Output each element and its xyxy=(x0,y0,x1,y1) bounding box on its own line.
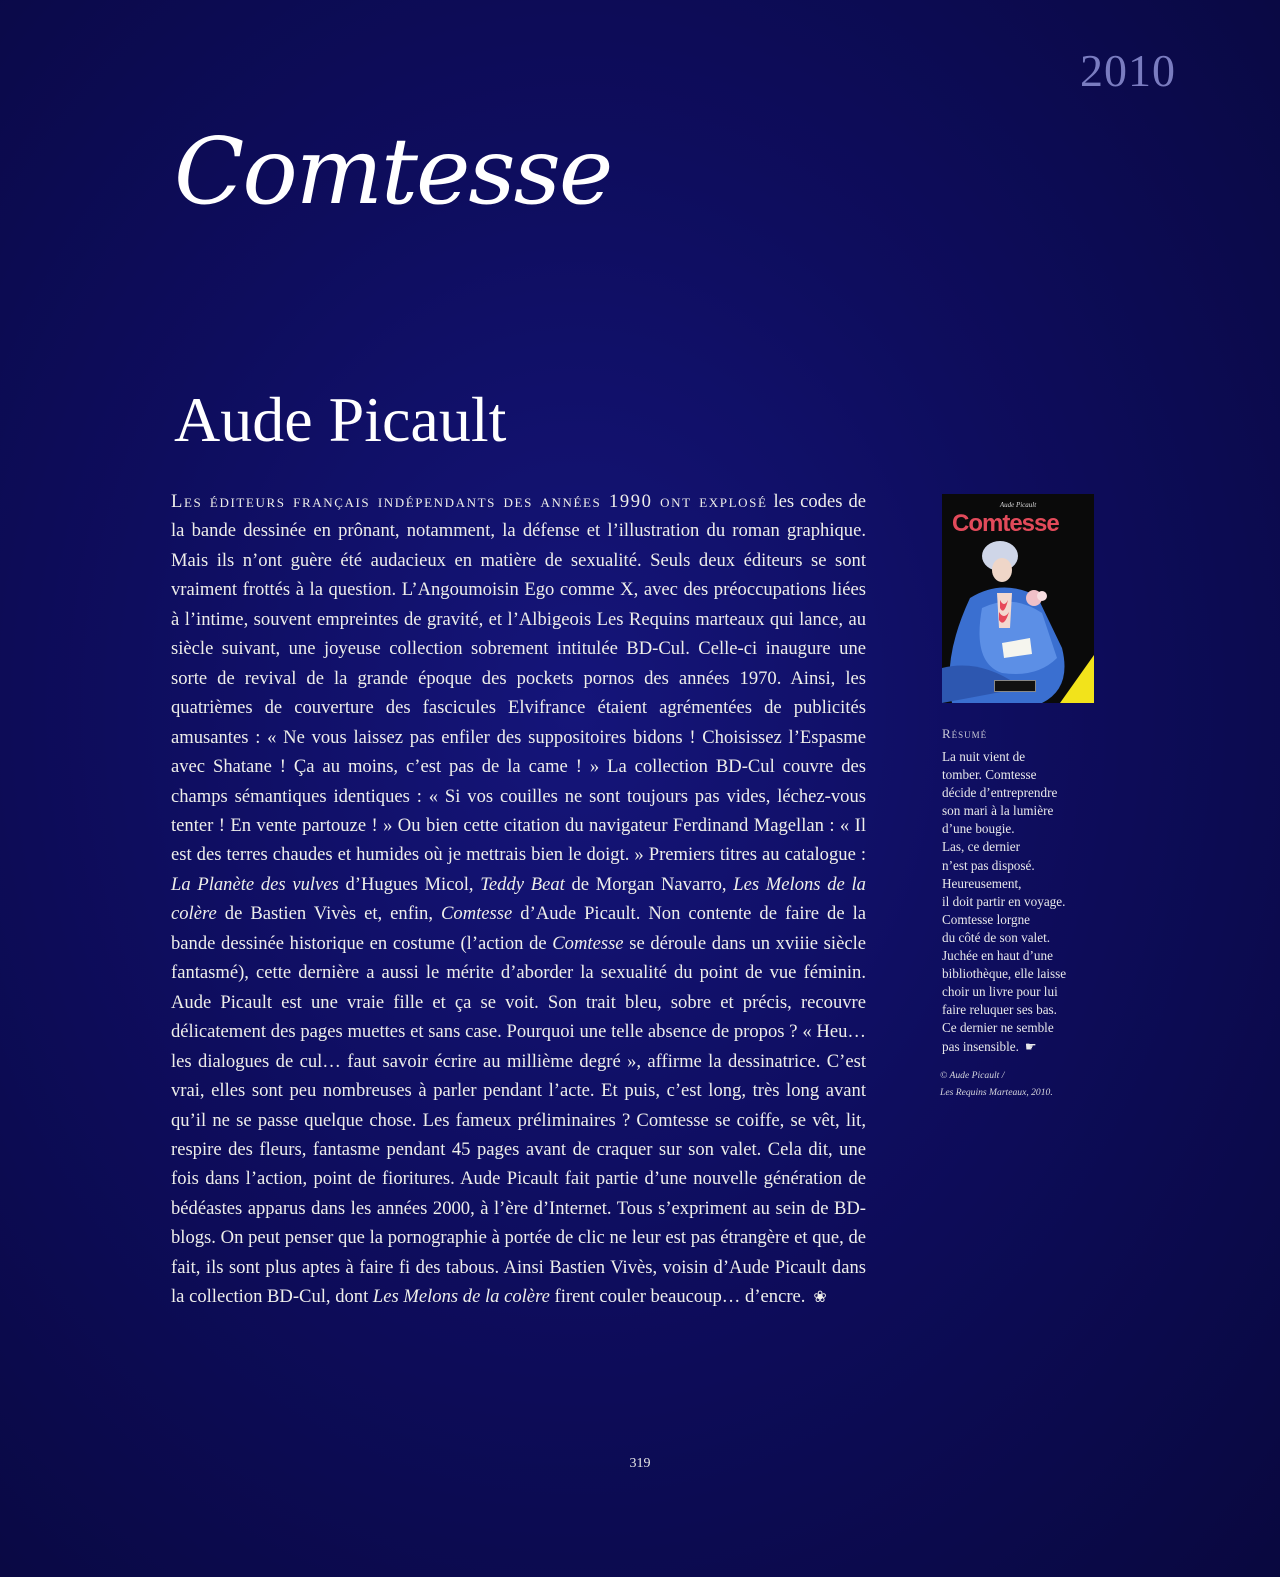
book-title: Les Melons de la colère xyxy=(372,1286,550,1308)
credit-line: © Aude Picault / xyxy=(940,1070,1005,1081)
resume-line: Heureusement, xyxy=(942,875,1022,891)
article-body xyxy=(171,487,866,1313)
article-author: Aude Picault xyxy=(174,384,507,455)
body-text-segment: d’Aude Picault. Non contente de faire de la bande dessinée historique en costume (l’action de xyxy=(171,903,866,954)
image-credit xyxy=(940,1067,1110,1101)
resume-line: son mari à la lumière xyxy=(942,803,1054,819)
resume-line: du côté de son valet. xyxy=(942,929,1051,945)
resume-line: Las, ce dernier xyxy=(942,839,1020,855)
flower-ornament-icon: ❀ xyxy=(813,1289,827,1307)
book-title: La Planète des vulves xyxy=(171,873,339,895)
book-cover-image xyxy=(942,494,1094,703)
resume-line: faire reluquer ses bas. xyxy=(942,1002,1057,1018)
year-heading: 2010 xyxy=(1080,45,1176,96)
page-number: 319 xyxy=(629,1456,651,1471)
body-text-segment: se déroule dans un xviiie siècle fantasmé), cette dernière a aussi le mérite d’aborder la sexualité du point de vue féminin. Aude Picault est une vraie fille et ça se voit. Son trait bleu, sobre et précis, recouvre délicatement des pages muettes et sans case. Pourquoi une telle absence de propos ? « Heu… les dialogues de cul… faut savoir écrire au millième degré », affirme la dessinatrice. C’est vrai, elles sont peu nombreuses à parler pendant l’acte. Et puis, c’est long, très long avant qu’il ne se passe quelque chose. Les fameux préliminaires ? Comtesse se coiffe, se vêt, lit, respire des fleurs, fantasme pendant 45 pages avant de craquer sur son valet. Cela dit, une fois dans l’action, point de fioritures. Aude Picault fait partie d’une nouvelle génération de bédéastes apparus dans les années 2000, à l’ère d’Internet. Tous s’expriment au sein de BD-blogs. On peut penser que la pornographie à portée de clic ne leur est pas étrangère et que, de fait, ils sont plus aptes à faire fi des tabous. Ainsi Bastien Vivès, voisin d’Aude Picault dans la collection BD-Cul, dont xyxy=(171,932,866,1308)
resume-line: choir un livre pour lui xyxy=(942,984,1058,1000)
body-text-segment: firent couler beaucoup… d’encre. xyxy=(549,1286,806,1308)
cover-author: Aude Picault xyxy=(999,501,1037,509)
cover-corner-badge xyxy=(1060,655,1094,703)
book-title: Teddy Beat xyxy=(480,873,565,895)
body-paragraph xyxy=(171,487,866,1313)
resume-line: d’une bougie. xyxy=(942,821,1015,837)
resume-text xyxy=(942,748,1102,1056)
body-text-segment: de Bastien Vivès et, enfin, xyxy=(216,903,442,925)
cover-title: Comtesse xyxy=(952,510,1059,537)
resume-line-text: pas insensible. xyxy=(942,1038,1019,1054)
resume-line: Ce dernier ne semble xyxy=(942,1020,1054,1036)
article-title: Comtesse xyxy=(174,118,612,225)
resume-line: bibliothèque, elle laisse xyxy=(942,966,1067,982)
resume-line: Comtesse lorgne xyxy=(942,911,1031,927)
resume-line: Juchée en haut d’une xyxy=(942,948,1053,964)
pointing-hand-icon: ☛ xyxy=(1024,1038,1037,1054)
credit-line: Les Requins Marteaux, 2010. xyxy=(940,1087,1053,1098)
resume-line: décide d’entreprendre xyxy=(942,785,1058,801)
body-text-segment: de Morgan Navarro, xyxy=(564,873,734,895)
publisher-logo xyxy=(994,680,1036,692)
book-title: Comtesse xyxy=(441,903,513,925)
resume-line: La nuit vient de xyxy=(942,749,1026,764)
resume-line: tomber. Comtesse xyxy=(942,767,1037,783)
resume-line: n’est pas disposé. xyxy=(942,857,1035,873)
resume-line: il doit partir en voyage. xyxy=(942,893,1066,909)
body-text-segment: d’Hugues Micol, xyxy=(338,873,481,895)
book-title: Les Melons de la colère xyxy=(171,873,866,925)
body-lead: Les éditeurs français indépendants des années 1990 ont explosé xyxy=(171,491,768,512)
book-title: Comtesse xyxy=(552,932,624,954)
resume-line xyxy=(942,1038,1102,1056)
body-text-segment: les codes de la bande dessinée en prônant, notamment, la défense et l’illustration du roman graphique. Mais ils n’ont guère été audacieux en matière de sexualité. Seuls deux éditeurs se sont vraiment frottés à la question. L’Angoumoisin Ego comme X, avec des préoccupations liées à l’intime, souvent empreintes de gravité, et l’Albigeois Les Requins marteaux qui lance, au siècle suivant, une joyeuse collection sobrement intitulée BD-Cul. Celle-ci inaugure une sorte de revival de la grande époque des pockets pornos des années 1970. Ainsi, les quatrièmes de couverture des fascicules Elvifrance étaient agrémentées de publicités amusantes : « Ne vous laissez pas enfiler des suppositoires bidons ! Choisissez l’Espasme avec Shatane ! Ça au moins, c’est pas de la came ! » La collection BD-Cul couvre des champs sémantiques identiques : « Si vos couilles ne sont toujours pas vides, léchez-vous tenter ! En vente partouze ! » Ou bien cette citation du navigateur Ferdinand Magellan : « Il est des terres chaudes et humides où je mettrais bien le doigt. » Premiers titres au catalogue : xyxy=(171,491,866,866)
resume-heading: Résumé xyxy=(942,726,988,741)
